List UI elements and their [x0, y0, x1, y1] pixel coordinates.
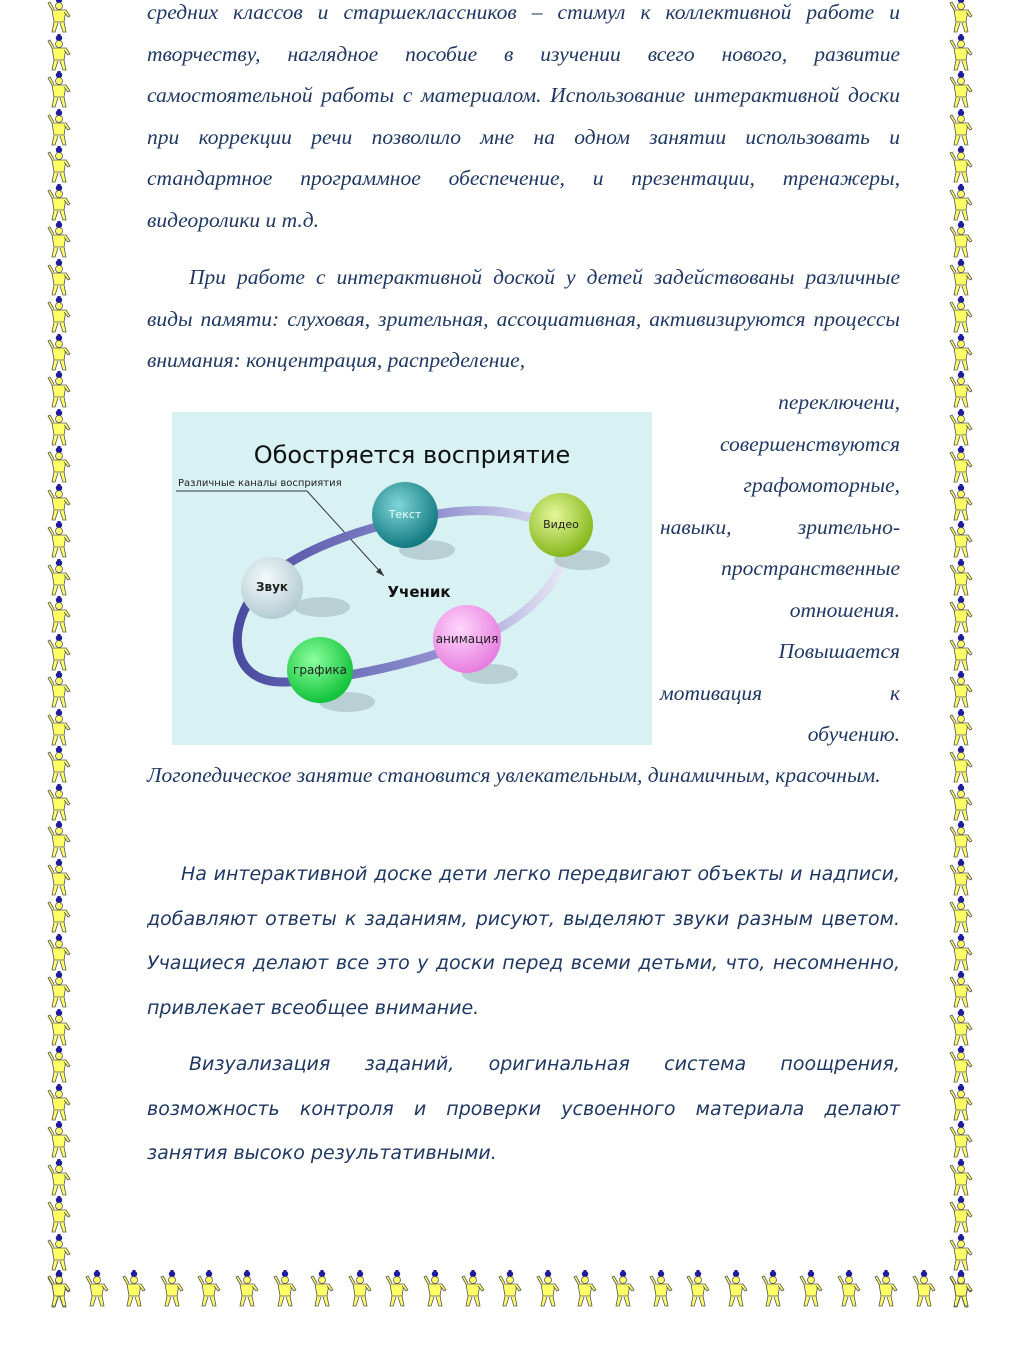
wrap-line: [660, 507, 900, 549]
wrap-line: совершенствуются: [720, 431, 900, 456]
paragraph-2: При работе с интерактивной доской у детей задействованы различные виды памяти: слуховая, зрительная, ассоциативная, активизируются процессы внимания: концентрация, распределение,: [147, 265, 900, 372]
node-graphics-label: графика: [293, 663, 347, 677]
border-figure-icon: [948, 484, 974, 522]
border-figure-icon: [948, 1196, 974, 1234]
border-figure-icon: [535, 1270, 561, 1308]
border-figure-icon: [46, 1046, 72, 1084]
border-figure-icon: [46, 71, 72, 109]
border-figure-icon: [234, 1270, 260, 1308]
border-figure-icon: [948, 371, 974, 409]
border-figure-icon: [948, 71, 974, 109]
border-figure-icon: [836, 1270, 862, 1308]
wrap-line: отношения.: [789, 597, 900, 622]
border-figure-icon: [948, 259, 974, 297]
border-figure-icon: [948, 709, 974, 747]
border-figure-icon: [948, 446, 974, 484]
border-figure-icon: [948, 746, 974, 784]
border-figure-icon: [948, 1159, 974, 1197]
border-figure-icon: [948, 184, 974, 222]
border-figure-icon: [760, 1270, 786, 1308]
node-video-label: Видео: [543, 518, 579, 531]
border-figure-icon: [159, 1270, 185, 1308]
border-figure-icon: [948, 859, 974, 897]
border-figure-icon: [46, 559, 72, 597]
paragraph-1: средних классов и старшеклассников – стимул к коллективной работе и творчеству, наглядное пособие в изучении всего нового, развитие самостоятельной работы с материалом. Использование интерактивной доски при коррекции речи позволило мне на одном занятии использовать и стандартное программное обеспечение, и презентации, тренажеры, видеоролики и т.д.: [147, 0, 900, 232]
border-figure-icon: [648, 1270, 674, 1308]
border-figure-icon: [46, 109, 72, 147]
border-figure-icon: [309, 1270, 335, 1308]
border-figure-icon: [46, 971, 72, 1009]
border-figure-icon: [948, 221, 974, 259]
border-figure-icon: [948, 1046, 974, 1084]
border-figure-icon: [46, 259, 72, 297]
paragraph-3: Логопедическое занятие становится увлекательным, динамичным, красочным.: [147, 763, 881, 787]
border-figure-icon: [46, 1159, 72, 1197]
border-figure-icon: [948, 784, 974, 822]
border-figure-icon: [948, 971, 974, 1009]
wrapped-text-column: [660, 382, 900, 756]
wrap-word: навыки,: [660, 514, 732, 539]
border-figure-icon: [46, 221, 72, 259]
border-figure-icon: [46, 334, 72, 372]
wrap-line: пространственные: [721, 556, 900, 580]
border-figure-icon: [384, 1270, 410, 1308]
border-figure-icon: [46, 296, 72, 334]
border-figure-icon: [84, 1270, 110, 1308]
wrap-line: переключени,: [778, 390, 900, 414]
wrap-line: графомоторные,: [743, 473, 900, 497]
diagram-caption: Различные каналы восприятия: [178, 478, 342, 489]
border-figure-icon: [460, 1270, 486, 1308]
border-figure-icon: [46, 671, 72, 709]
border-figure-icon: [46, 746, 72, 784]
border-figure-icon: [948, 34, 974, 72]
border-figure-icon: [46, 821, 72, 859]
border-figure-icon: [948, 1009, 974, 1047]
wrap-line: [660, 673, 900, 715]
border-figure-icon: [497, 1270, 523, 1308]
node-sound-label: Звук: [255, 580, 289, 594]
right-border-figures: [948, 0, 976, 1310]
border-figure-icon: [46, 1234, 72, 1272]
node-animation-label: анимация: [435, 632, 499, 646]
border-figure-icon: [948, 1234, 974, 1272]
border-figure-icon: [46, 784, 72, 822]
border-figure-icon: [46, 184, 72, 222]
border-figure-icon: [347, 1270, 373, 1308]
border-figure-icon: [46, 409, 72, 447]
border-figure-icon: [46, 1009, 72, 1047]
border-figure-icon: [46, 1270, 72, 1308]
wrap-line: Повышается: [778, 639, 900, 663]
border-figure-icon: [46, 1084, 72, 1122]
border-figure-icon: [46, 146, 72, 184]
border-figure-icon: [798, 1270, 824, 1308]
border-figure-icon: [948, 521, 974, 559]
border-figure-icon: [46, 1196, 72, 1234]
center-student-label: Ученик: [387, 583, 451, 601]
left-border-figures: [46, 0, 74, 1310]
border-figure-icon: [46, 34, 72, 72]
border-figure-icon: [948, 409, 974, 447]
border-figure-icon: [196, 1270, 222, 1308]
bottom-border-figures: [46, 1270, 976, 1310]
border-figure-icon: [948, 0, 974, 34]
border-figure-icon: [948, 1084, 974, 1122]
border-figure-icon: [685, 1270, 711, 1308]
border-figure-icon: [46, 896, 72, 934]
border-figure-icon: [46, 1121, 72, 1159]
node-text-label: Текст: [388, 508, 422, 521]
wrap-word: мотивация: [660, 680, 763, 705]
border-figure-icon: [46, 521, 72, 559]
border-figure-icon: [948, 559, 974, 597]
border-figure-icon: [46, 709, 72, 747]
border-figure-icon: [948, 821, 974, 859]
border-figure-icon: [422, 1270, 448, 1308]
border-figure-icon: [948, 334, 974, 372]
border-figure-icon: [572, 1270, 598, 1308]
border-figure-icon: [948, 596, 974, 634]
border-figure-icon: [948, 296, 974, 334]
border-figure-icon: [948, 109, 974, 147]
perception-diagram: [172, 412, 652, 745]
border-figure-icon: [610, 1270, 636, 1308]
border-figure-icon: [121, 1270, 147, 1308]
border-figure-icon: [46, 634, 72, 672]
wrap-line: обучению.: [807, 722, 900, 746]
border-figure-icon: [272, 1270, 298, 1308]
border-figure-icon: [46, 0, 72, 34]
border-figure-icon: [948, 896, 974, 934]
border-figure-icon: [46, 371, 72, 409]
border-figure-icon: [948, 934, 974, 972]
border-figure-icon: [911, 1270, 937, 1308]
border-figure-icon: [948, 1121, 974, 1159]
border-figure-icon: [723, 1270, 749, 1308]
border-figure-icon: [46, 934, 72, 972]
border-figure-icon: [948, 634, 974, 672]
border-figure-icon: [948, 1270, 974, 1308]
border-figure-icon: [948, 671, 974, 709]
wrap-word: зрительно-: [797, 514, 900, 539]
wrap-word: к: [889, 680, 900, 705]
border-figure-icon: [46, 446, 72, 484]
border-figure-icon: [948, 146, 974, 184]
border-figure-icon: [873, 1270, 899, 1308]
diagram-title: Обостряется восприятие: [253, 441, 571, 469]
paragraph-4: На интерактивной доске дети легко передвигают объекты и надписи, добавляют ответы к заданиям, рисуют, выделяют звуки разным цветом. Учащиеся делают все это у доски перед всеми детьми, что, несомненно, привлекает всеобщее внимание.: [147, 863, 900, 1019]
paragraph-5: Визуализация заданий, оригинальная система поощрения, возможность контроля и проверки усвоенного материала делают занятия высоко результативными.: [147, 1053, 900, 1164]
border-figure-icon: [46, 484, 72, 522]
border-figure-icon: [46, 596, 72, 634]
border-figure-icon: [46, 859, 72, 897]
